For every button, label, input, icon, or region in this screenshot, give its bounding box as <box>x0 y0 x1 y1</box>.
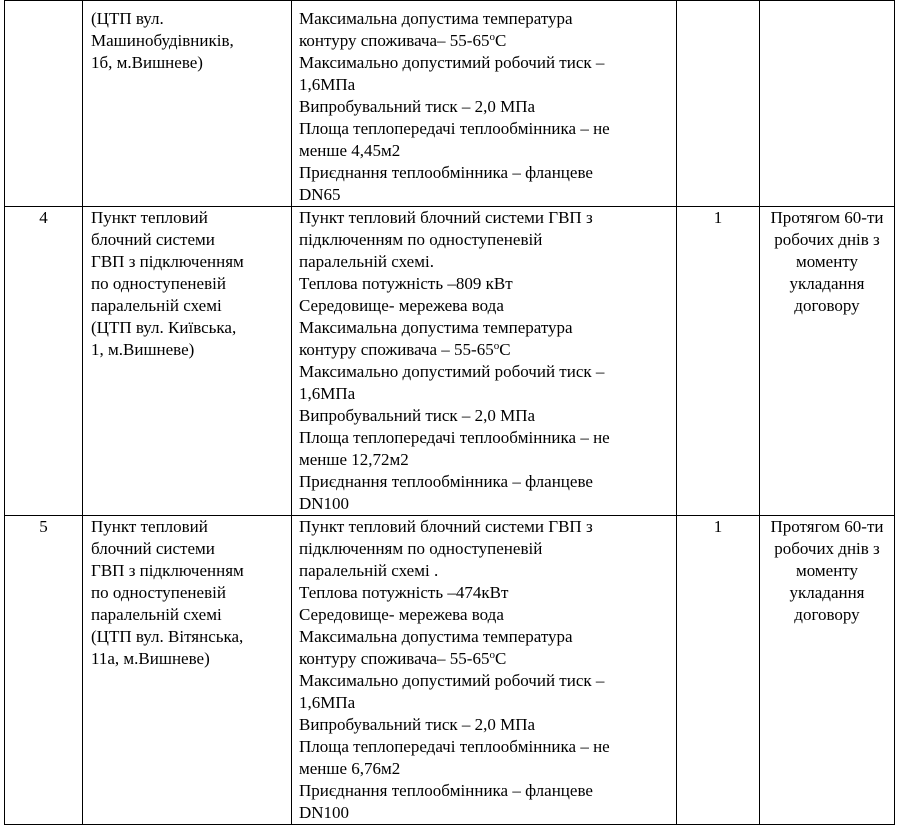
spec-line: Теплова потужність –474кВт <box>299 583 509 602</box>
item-name-line: (ЦТП вул. <box>91 9 164 28</box>
spec-text: контуру споживача – 55-65 <box>299 340 494 359</box>
spec-line: Випробувальний тиск – 2,0 МПа <box>299 406 536 425</box>
quantity-cell: 1 <box>677 207 760 516</box>
spec-line: 1,6МПа <box>299 384 356 403</box>
item-name-line: 1б, м.Вишневе) <box>91 53 203 72</box>
spec-line: Максимальна допустима температура <box>299 318 573 337</box>
item-name-line: ГВП з підключенням <box>91 561 244 580</box>
spec-line: 1,6МПа <box>299 693 356 712</box>
item-name-line: ГВП з підключенням <box>91 252 244 271</box>
spec-line: Максимально допустимий робочий тиск – <box>299 53 605 72</box>
spec-line: Приєднання теплообмінника – фланцеве <box>299 472 593 491</box>
spec-line: менше 4,45м2 <box>299 141 401 160</box>
item-name-line: паралельній схемі <box>91 605 222 624</box>
specification-cell <box>292 516 677 825</box>
spec-line: Теплова потужність –809 кВт <box>299 274 513 293</box>
table-row <box>5 516 895 825</box>
spec-line: менше 12,72м2 <box>299 450 409 469</box>
spec-line <box>299 30 676 52</box>
spec-line: Пункт тепловий блочний системи ГВП з <box>299 208 593 227</box>
table-row <box>5 1 895 207</box>
spec-line <box>299 648 676 670</box>
term-line: договору <box>794 605 860 624</box>
item-name-cell <box>83 207 292 516</box>
term-line: моменту <box>795 252 859 271</box>
specification-cell <box>292 207 677 516</box>
item-name-line: паралельній схемі <box>91 296 222 315</box>
row-number-cell <box>5 1 83 207</box>
spec-line: Середовище- мережева вода <box>299 605 504 624</box>
term-line: Протягом 60-ти <box>770 208 884 227</box>
item-name-cell <box>83 1 292 207</box>
delivery-term-cell <box>760 1 895 207</box>
delivery-term-cell <box>760 207 895 516</box>
spec-line: менше 6,76м2 <box>299 759 401 778</box>
term-line: укладання <box>789 583 865 602</box>
term-line: укладання <box>789 274 865 293</box>
term-line: робочих днів з <box>774 539 880 558</box>
item-name-line: (ЦТП вул. Київська, <box>91 318 237 337</box>
spec-line: паралельній схемі. <box>299 252 434 271</box>
equipment-spec-table <box>4 0 895 825</box>
spec-text: контуру споживача– 55-65 <box>299 31 490 50</box>
spec-line: Середовище- мережева вода <box>299 296 504 315</box>
quantity-cell <box>677 1 760 207</box>
row-number-cell: 4 <box>5 207 83 516</box>
spec-line <box>299 339 676 361</box>
spec-line: DN100 <box>299 803 350 822</box>
degree-sup: о <box>489 31 495 43</box>
item-name-line: (ЦТП вул. Вітянська, <box>91 627 244 646</box>
spec-line: Максимальна допустима температура <box>299 9 573 28</box>
spec-line: підключенням по одноступеневій <box>299 539 543 558</box>
spec-line: 1,6МПа <box>299 75 356 94</box>
spec-line: Максимальна допустима температура <box>299 627 573 646</box>
spec-line: Випробувальний тиск – 2,0 МПа <box>299 715 536 734</box>
item-name-line: блочний системи <box>91 230 215 249</box>
spec-line: Максимально допустимий робочий тиск – <box>299 362 605 381</box>
spec-line: Максимально допустимий робочий тиск – <box>299 671 605 690</box>
item-name-line: Пункт тепловий <box>91 208 208 227</box>
spec-line: DN65 <box>299 185 341 204</box>
spec-line: Пункт тепловий блочний системи ГВП з <box>299 517 593 536</box>
spec-line: Площа теплопередачі теплообмінника – не <box>299 428 610 447</box>
delivery-term-cell <box>760 516 895 825</box>
table-row <box>5 207 895 516</box>
spec-line: підключенням по одноступеневій <box>299 230 543 249</box>
item-name-cell <box>83 516 292 825</box>
spec-line: Площа теплопередачі теплообмінника – не <box>299 737 610 756</box>
quantity-cell: 1 <box>677 516 760 825</box>
spec-text: С <box>494 31 507 50</box>
item-name-line: 1, м.Вишневе) <box>91 340 195 359</box>
degree-sup: о <box>493 340 500 352</box>
row-number-cell: 5 <box>5 516 83 825</box>
term-line: моменту <box>795 561 859 580</box>
spec-line: Випробувальний тиск – 2,0 МПа <box>299 97 536 116</box>
spec-line: Приєднання теплообмінника – фланцеве <box>299 163 593 182</box>
spec-text: контуру споживача– 55-65 <box>299 649 490 668</box>
item-name-line: по одноступеневій <box>91 274 226 293</box>
spec-line: Приєднання теплообмінника – фланцеве <box>299 781 593 800</box>
specification-cell <box>292 1 677 207</box>
degree-sup: о <box>489 649 495 661</box>
spec-text: С <box>499 340 511 359</box>
term-line: договору <box>794 296 860 315</box>
item-name-line: 11а, м.Вишневе) <box>91 649 210 668</box>
term-line: робочих днів з <box>774 230 880 249</box>
item-name-line: блочний системи <box>91 539 215 558</box>
spec-line: DN100 <box>299 494 350 513</box>
term-line: Протягом 60-ти <box>770 517 884 536</box>
spec-line: паралельній схемі . <box>299 561 439 580</box>
spec-line: Площа теплопередачі теплообмінника – не <box>299 119 610 138</box>
spec-text: С <box>494 649 507 668</box>
item-name-line: Машинобудівників, <box>91 31 234 50</box>
item-name-line: Пункт тепловий <box>91 517 208 536</box>
item-name-line: по одноступеневій <box>91 583 226 602</box>
